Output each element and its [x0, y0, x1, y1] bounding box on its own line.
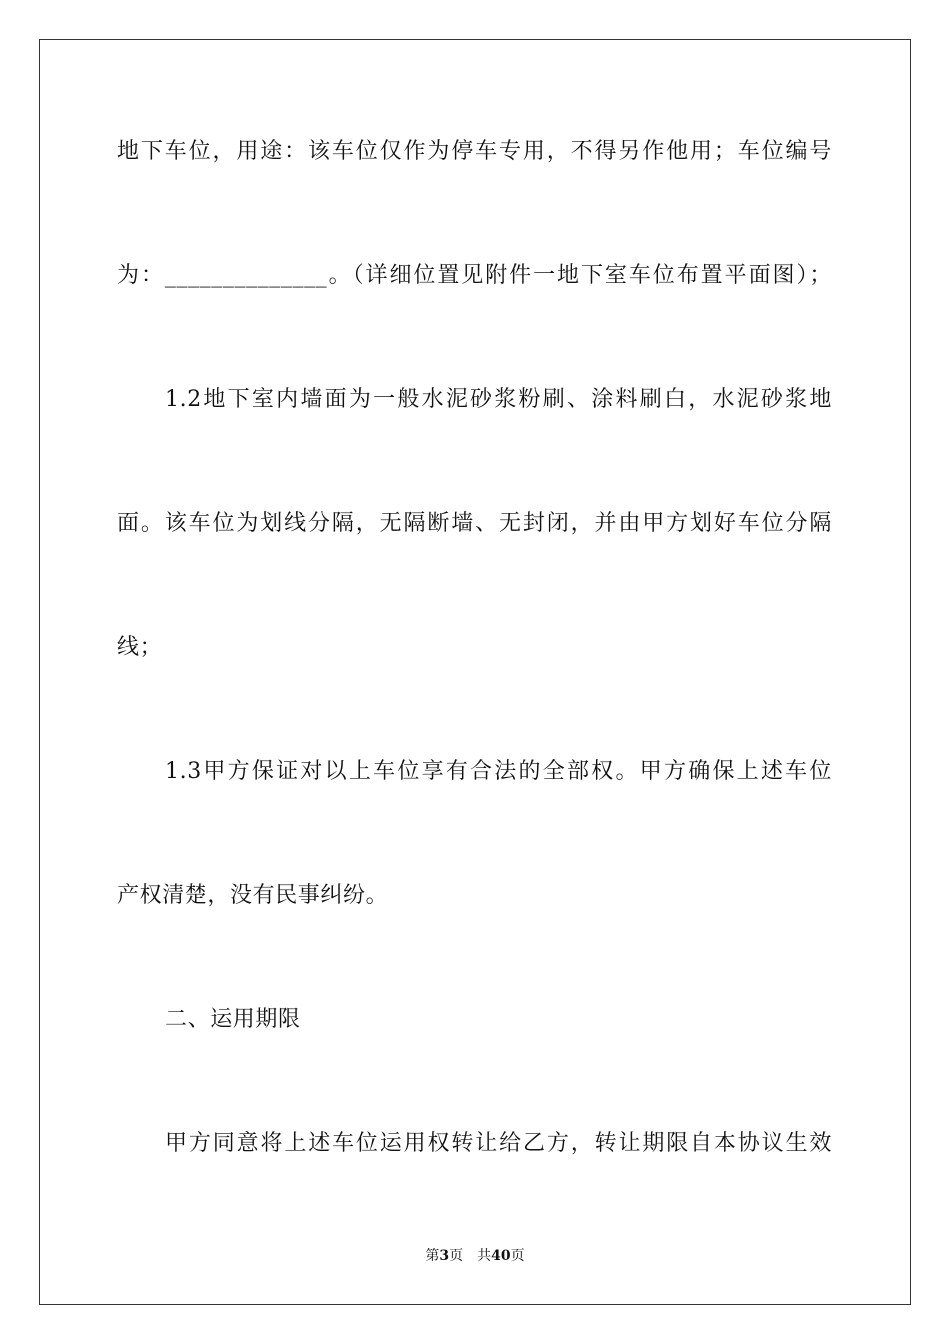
- section-heading: 二、运用期限: [165, 1007, 301, 1032]
- page-border: [39, 39, 911, 1305]
- body-line-4: 面。该车位为划线分隔，无隔断墙、无封闭，并由甲方划好车位分隔: [117, 511, 832, 536]
- body-line-2: 为：______________。（详细位置见附件一地下室车位布置平面图）；: [117, 263, 832, 288]
- body-line-3: 1.2地下室内墙面为一般水泥砂浆粉刷、涂料刷白，水泥砂浆地: [165, 387, 832, 412]
- footer-page-prefix: 第: [425, 1248, 440, 1264]
- body-line-5: 线；: [117, 635, 163, 660]
- footer-total-number: 40: [491, 1248, 511, 1264]
- body-line-6: 1.3甲方保证对以上车位享有合法的全部权。甲方确保上述车位: [165, 759, 832, 784]
- footer-page-number: 3: [439, 1248, 450, 1264]
- page-footer: [0, 1247, 950, 1265]
- footer-total-prefix: 共: [477, 1248, 492, 1264]
- footer-total-suffix: 页: [510, 1248, 525, 1264]
- footer-page-suffix: 页: [449, 1248, 464, 1264]
- body-line-7: 产权清楚，没有民事纠纷。: [117, 883, 389, 908]
- body-line-9: 甲方同意将上述车位运用权转让给乙方，转让期限自本协议生效: [165, 1131, 832, 1156]
- body-line-1: 地下车位，用途：该车位仅作为停车专用，不得另作他用；车位编号: [117, 139, 832, 164]
